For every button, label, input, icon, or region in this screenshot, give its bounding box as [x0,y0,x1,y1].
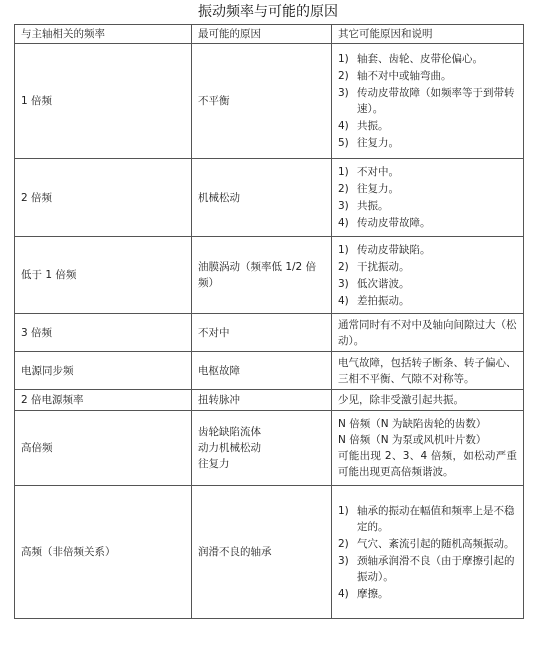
list-item: 3) 低次谐波。 [338,277,410,290]
notes-lines [338,416,517,480]
table-row [15,390,524,411]
note-line: N 倍频（N 为泵或风机叶片数） [338,434,487,446]
cause-cell: 不对中 [192,314,332,352]
cause-cell: 油膜涡动（频率低 1/2 倍频） [192,237,332,314]
list-item: 1) 轴承的振动在幅值和频率上是不稳定的。 [338,504,515,533]
cause-cell: 润滑不良的轴承 [192,486,332,619]
notes-cell: 少见，除非受激引起共振。 [332,390,524,411]
cause-cell: 不平衡 [192,44,332,159]
cause-line: 齿轮缺陷流体 [198,426,261,438]
list-item: 2) 往复力。 [338,183,399,195]
list-item: 3) 颈轴承润滑不良（由于摩擦引起的振动）。 [338,554,515,583]
list-item: 2) 干扰振动。 [338,260,410,273]
list-item: 4) 摩擦。 [338,587,389,600]
list-item: 2) 气穴、紊流引起的随机高频振动。 [338,537,515,550]
cause-cell: 扭转脉冲 [192,390,332,411]
note-line: 可能出现 2、3、4 倍频，如松动严重可能出现更高倍频谐波。 [338,450,517,478]
table-row [15,314,524,352]
table-row [15,237,524,314]
list-item: 3) 共振。 [338,200,389,212]
table-row [15,352,524,390]
frequency-cell: 2 倍电源频率 [15,390,192,411]
notes-cell [332,44,524,159]
list-item: 2) 轴不对中或轴弯曲。 [338,70,452,82]
notes-list [338,164,517,231]
notes-cell [332,486,524,619]
notes-list [338,51,517,151]
notes-list [338,503,517,602]
notes-cell: 通常同时有不对中及轴向间隙过大（松动）。 [332,314,524,352]
frequency-cell: 高频（非倍频关系） [15,486,192,619]
frequency-cell: 电源同步频 [15,352,192,390]
list-item: 1) 轴套、齿轮、皮带伦偏心。 [338,53,483,65]
cause-cell: 电枢故障 [192,352,332,390]
header-most-likely-cause: 最可能的原因 [192,25,332,44]
notes-cell [332,237,524,314]
table-row [15,411,524,486]
table-row [15,44,524,159]
list-item: 1) 传动皮带缺陷。 [338,243,431,256]
notes-list [338,242,517,309]
notes-cell [332,411,524,486]
header-row [15,25,524,44]
cause-cell: 机械松动 [192,159,332,237]
frequency-cell: 高倍频 [15,411,192,486]
header-other-causes: 其它可能原因和说明 [332,25,524,44]
notes-cell: 电气故障，包括转子断条、转子偏心、三相不平衡、气隙不对称等。 [332,352,524,390]
header-frequency: 与主轴相关的频率 [15,25,192,44]
cause-line: 动力机械松动 [198,442,261,454]
list-item: 4) 共振。 [338,120,389,132]
frequency-cell: 2 倍频 [15,159,192,237]
vibration-cause-table [14,24,524,619]
list-item: 3) 传动皮带故障（如频率等于到带转速）。 [338,87,515,115]
note-line: N 倍频（N 为缺陷齿轮的齿数） [338,418,487,430]
table-row [15,159,524,237]
frequency-cell: 3 倍频 [15,314,192,352]
frequency-cell: 低于 1 倍频 [15,237,192,314]
list-item: 1) 不对中。 [338,166,399,178]
notes-cell [332,159,524,237]
list-item: 5) 往复力。 [338,137,399,149]
table-row [15,486,524,619]
cause-lines [198,424,325,472]
list-item: 4) 传动皮带故障。 [338,217,431,229]
cause-cell [192,411,332,486]
frequency-cell: 1 倍频 [15,44,192,159]
table-title: 振动频率与可能的原因 [198,4,338,20]
cause-line: 往复力 [198,458,230,470]
list-item: 4) 差拍振动。 [338,294,410,307]
